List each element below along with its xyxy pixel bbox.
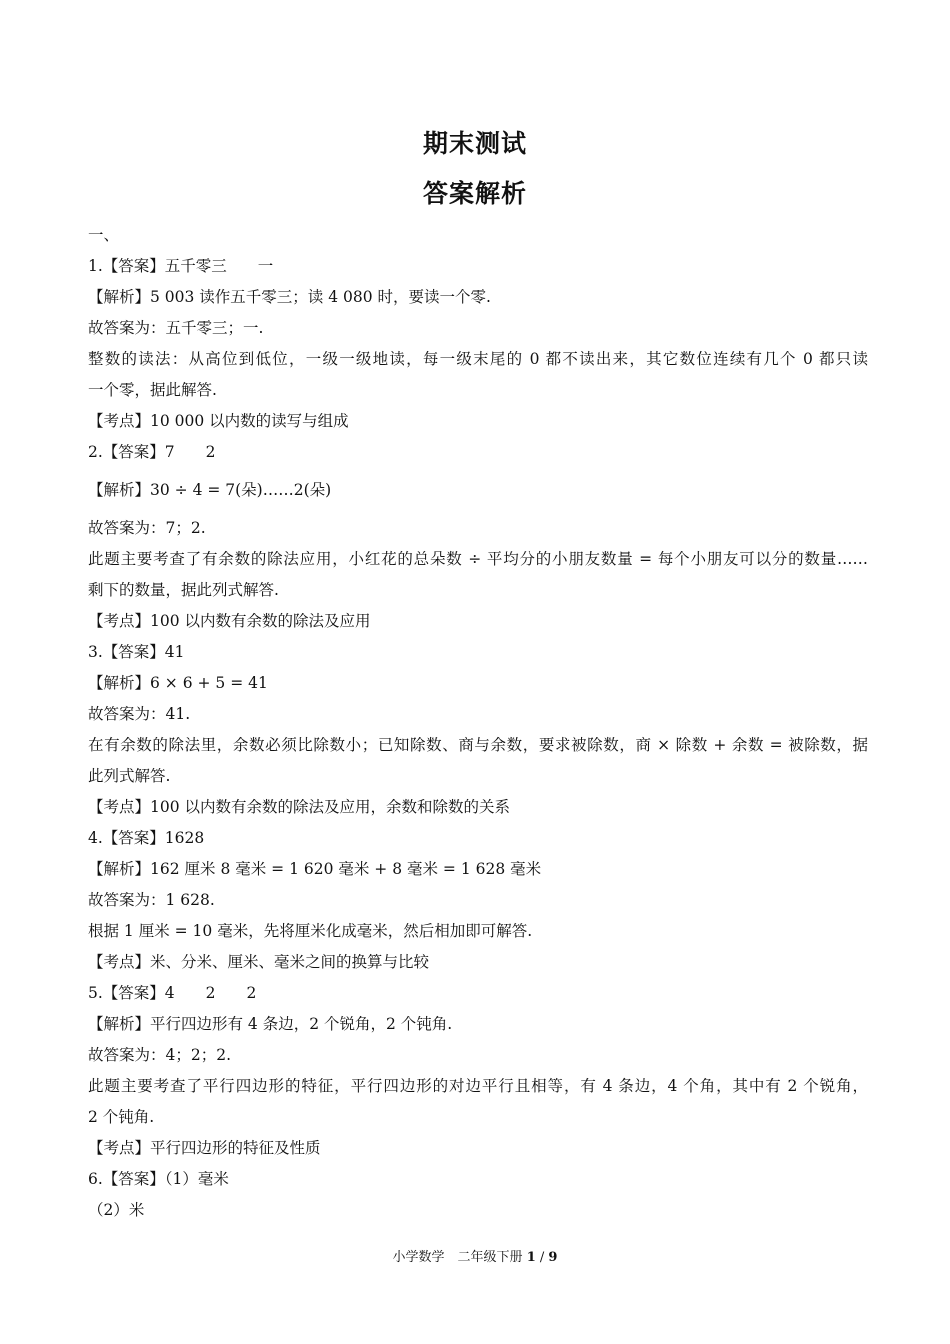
page-footer [0, 1246, 950, 1265]
text-line: 6.【答案】（1）毫米 [88, 1170, 229, 1188]
text-line: 【考点】米、分米、厘米、毫米之间的换算与比较 [88, 953, 430, 971]
text-line: 【解析】6 × 6 + 5 = 41 [88, 674, 268, 692]
text-line: 1.【答案】五千零三 一 [88, 257, 274, 275]
text-line: 根据 1 厘米 = 10 毫米，先将厘米化成毫米，然后相加即可解答. [88, 922, 533, 940]
text-line: 【解析】平行四边形有 4 条边，2 个锐角，2 个钝角. [88, 1015, 453, 1033]
text-line: 此题主要考查了平行四边形的特征，平行四边形的对边平行且相等，有 4 条边，4 个角，其中有 2 个锐角， [88, 1077, 868, 1095]
text-line: 【考点】10 000 以内数的读写与组成 [88, 412, 349, 430]
text-line: 故答案为：41. [88, 705, 191, 723]
text-line: 故答案为：五千零三；一. [88, 319, 264, 337]
text-line: 故答案为：7；2. [88, 519, 206, 537]
footer-page-total: 9 [548, 1250, 558, 1265]
text-line: 一个零，据此解答. [88, 381, 217, 399]
text-line: 剩下的数量，据此列式解答. [88, 581, 279, 599]
text-line: 在有余数的除法里，余数必须比除数小；已知除数、商与余数，要求被除数，商 × 除数 + 余数 = 被除数，据 [88, 736, 868, 754]
text-line: 【考点】100 以内数有余数的除法及应用 [88, 612, 371, 630]
page-subtitle: 答案解析 [422, 179, 527, 208]
answer-content [88, 220, 868, 1226]
text-line: （2）米 [88, 1201, 145, 1219]
text-line: 2.【答案】7 2 [88, 443, 216, 461]
text-line: 5.【答案】4 2 2 [88, 984, 257, 1002]
text-line: 【解析】162 厘米 8 毫米 = 1 620 毫米 + 8 毫米 = 1 628 毫米 [88, 860, 542, 878]
text-line: 3.【答案】41 [88, 643, 185, 661]
section-heading: 一、 [88, 226, 120, 244]
footer-separator: / [539, 1250, 545, 1265]
footer-subject: 小学数学 二年级下册 [392, 1250, 523, 1265]
text-line: 【解析】5 003 读作五千零三；读 4 080 时，要读一个零. [88, 288, 491, 306]
text-line: 2 个钝角. [88, 1108, 155, 1126]
text-line: 故答案为：4；2；2. [88, 1046, 232, 1064]
text-line: 【考点】100 以内数有余数的除法及应用，余数和除数的关系 [88, 798, 511, 816]
text-line: 4.【答案】1628 [88, 829, 205, 847]
answer-lines [88, 251, 868, 1226]
footer-page-number: 1 [526, 1250, 536, 1265]
text-line: 【考点】平行四边形的特征及性质 [88, 1139, 321, 1157]
page-title: 期末测试 [422, 129, 527, 158]
text-line: 整数的读法：从高位到低位，一级一级地读，每一级末尾的 0 都不读出来，其它数位连续有几个 0 都只读 [88, 350, 868, 368]
text-line: 【解析】30 ÷ 4 = 7(朵)……2(朵) [88, 481, 332, 499]
text-line: 此题主要考查了有余数的除法应用，小红花的总朵数 ÷ 平均分的小朋友数量 = 每个小朋友可以分的数量…… [88, 550, 868, 568]
text-line: 故答案为：1 628. [88, 891, 215, 909]
text-line: 此列式解答. [88, 767, 171, 785]
